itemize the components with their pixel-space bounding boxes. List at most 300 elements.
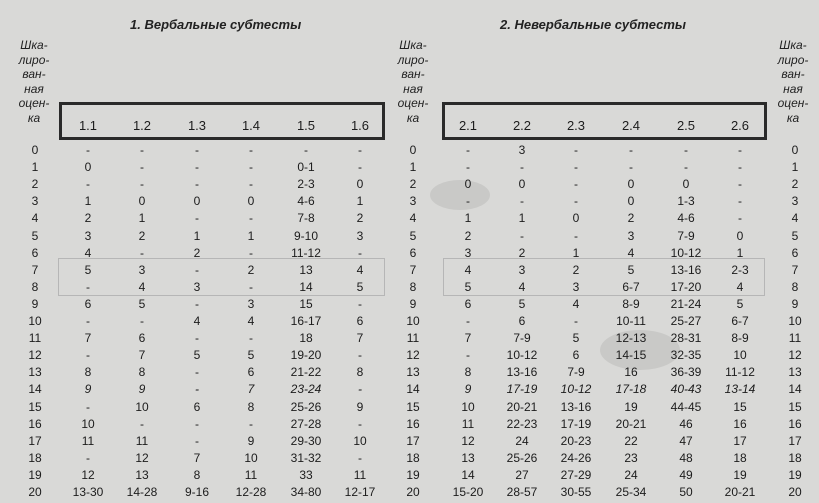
verbal-raw-score-cell: 14 <box>299 279 313 294</box>
verbal-raw-score-cell: 0 <box>247 194 255 209</box>
nonverbal-raw-score-cell: 7 <box>464 331 472 346</box>
nonverbal-raw-score-cell: 28-31 <box>670 331 702 346</box>
verbal-raw-score-cell: 2 <box>356 211 364 226</box>
verbal-raw-score-cell: - <box>140 143 144 157</box>
verbal-raw-score-cell: 6 <box>84 296 92 311</box>
subtest-code: 1.1 <box>78 118 98 133</box>
verbal-raw-score-cell: 7 <box>84 331 92 346</box>
subtest-code: 2.2 <box>512 118 532 133</box>
scaled-score-cell: 7 <box>31 262 39 277</box>
subtest-code: 1.6 <box>350 118 370 133</box>
nonverbal-raw-score-cell: 44-45 <box>670 399 702 414</box>
scaled-score-cell: 1 <box>409 160 417 175</box>
verbal-raw-score-cell: 21-22 <box>290 365 322 380</box>
scale-label-line: ная <box>24 81 44 96</box>
nonverbal-raw-score-cell: 15-20 <box>452 485 484 499</box>
nonverbal-raw-score-cell: 48 <box>679 450 693 465</box>
scaled-score-cell: 2 <box>791 177 799 192</box>
scaled-score-cell: 9 <box>791 296 799 311</box>
verbal-raw-score-cell: 9 <box>356 399 364 414</box>
nonverbal-raw-score-cell: 2 <box>518 245 526 260</box>
scale-label-line: Шка- <box>399 38 427 52</box>
verbal-raw-score-cell: - <box>86 143 90 157</box>
scale-label-line: ная <box>783 81 803 96</box>
nonverbal-raw-score-cell: 6-7 <box>731 314 749 328</box>
verbal-raw-score-cell: 9 <box>84 382 92 397</box>
verbal-raw-score-cell: 0-1 <box>297 160 315 175</box>
verbal-raw-score-cell: 12 <box>81 467 95 482</box>
nonverbal-raw-score-cell: 10-12 <box>670 245 702 260</box>
nonverbal-raw-score-cell: 22 <box>624 433 638 448</box>
nonverbal-raw-score-cell: - <box>520 194 524 209</box>
nonverbal-raw-score-cell: 24 <box>624 467 638 482</box>
verbal-raw-score-cell: 11 <box>353 467 367 482</box>
nonverbal-raw-score-cell: - <box>466 143 470 157</box>
verbal-raw-score-cell: 6 <box>193 399 201 414</box>
verbal-raw-score-cell: 10 <box>135 399 149 414</box>
verbal-raw-score-cell: 12 <box>135 450 149 465</box>
verbal-raw-score-cell: - <box>358 160 362 175</box>
verbal-raw-score-cell: 1 <box>247 228 255 243</box>
scaled-score-cell: 10 <box>788 314 802 328</box>
nonverbal-raw-score-cell: 8-9 <box>622 296 640 311</box>
scaled-score-cell: 14 <box>28 382 42 397</box>
nonverbal-raw-score-cell: 7-9 <box>567 365 585 380</box>
verbal-raw-score-cell: - <box>86 279 90 294</box>
subtest-code: 1.2 <box>132 118 152 133</box>
nonverbal-raw-score-cell: 5 <box>736 296 744 311</box>
nonverbal-header-box <box>442 102 767 140</box>
verbal-raw-score-cell: - <box>195 296 199 311</box>
nonverbal-raw-score-cell: 13-16 <box>670 262 702 277</box>
verbal-raw-score-cell: 8 <box>138 365 146 380</box>
verbal-raw-score-cell: - <box>249 143 253 157</box>
nonverbal-raw-score-cell: - <box>574 314 578 328</box>
verbal-raw-score-cell: - <box>249 211 253 226</box>
scaled-score-cell: 1 <box>31 160 39 175</box>
nonverbal-raw-score-cell: 15 <box>733 399 747 414</box>
scale-label-line: лиро- <box>18 52 50 67</box>
scale-label-line: лиро- <box>397 52 429 67</box>
scaled-score-cell: 3 <box>31 194 39 209</box>
nonverbal-raw-score-cell: 17-19 <box>560 416 592 431</box>
scaled-score-cell: 8 <box>31 279 39 294</box>
nonverbal-raw-score-cell: 16 <box>733 416 747 431</box>
nonverbal-raw-score-cell: 47 <box>679 433 693 448</box>
verbal-raw-score-cell: 33 <box>299 467 313 482</box>
subtest-code: 2.5 <box>676 118 696 133</box>
verbal-raw-score-cell: 0 <box>356 177 364 192</box>
verbal-raw-score-cell: - <box>195 416 199 431</box>
nonverbal-raw-score-cell: 25-34 <box>615 485 647 499</box>
nonverbal-raw-score-cell: - <box>738 177 742 192</box>
verbal-raw-score-cell: 4 <box>84 245 92 260</box>
verbal-raw-score-cell: - <box>249 416 253 431</box>
nonverbal-raw-score-cell: 2 <box>627 211 635 226</box>
nonverbal-raw-score-cell: 13 <box>461 450 475 465</box>
scale-label-line: ван- <box>401 67 425 81</box>
nonverbal-raw-score-cell: 1 <box>464 211 472 226</box>
scale-label-line: оцен- <box>777 96 809 110</box>
nonverbal-raw-score-cell: 32-35 <box>670 348 702 363</box>
verbal-raw-score-cell: 13 <box>299 262 313 277</box>
scaled-score-cell: 7 <box>791 262 799 277</box>
nonverbal-raw-score-cell: 2-3 <box>731 262 749 277</box>
nonverbal-raw-score-cell: - <box>574 143 578 157</box>
nonverbal-raw-score-cell: 10-11 <box>616 314 646 328</box>
verbal-raw-score-cell: - <box>140 314 144 328</box>
scaled-score-cell: 18 <box>28 450 42 465</box>
nonverbal-raw-score-cell: 24 <box>515 433 529 448</box>
nonverbal-raw-score-cell: - <box>520 160 524 175</box>
nonverbal-raw-score-cell: - <box>466 194 470 209</box>
verbal-raw-score-cell: - <box>249 177 253 192</box>
verbal-raw-score-cell: 25-26 <box>290 399 322 414</box>
nonverbal-raw-score-cell: 22-23 <box>506 416 538 431</box>
subtest-code: 1.4 <box>241 118 261 133</box>
verbal-raw-score-cell: - <box>195 331 199 346</box>
verbal-raw-score-cell: 31-32 <box>290 450 322 465</box>
nonverbal-raw-score-cell: 10 <box>461 399 475 414</box>
scaled-score-cell: 6 <box>31 245 39 260</box>
verbal-raw-score-cell: 5 <box>247 348 255 363</box>
verbal-raw-score-cell: 13 <box>135 467 149 482</box>
subtest-code: 1.3 <box>187 118 207 133</box>
verbal-raw-score-cell: 4 <box>356 262 364 277</box>
scale-label-right <box>768 38 818 125</box>
verbal-raw-score-cell: 3 <box>193 279 201 294</box>
verbal-raw-score-cell: - <box>358 348 362 363</box>
verbal-raw-score-cell: - <box>195 433 199 448</box>
verbal-raw-score-cell: - <box>358 382 362 397</box>
scaled-score-cell: 15 <box>788 399 802 414</box>
scaled-score-cell: 5 <box>31 228 39 243</box>
nonverbal-raw-score-cell: 40-43 <box>670 382 702 397</box>
verbal-raw-score-cell: 0 <box>84 160 92 175</box>
verbal-raw-score-cell: - <box>140 416 144 431</box>
verbal-raw-score-cell: 3 <box>247 296 255 311</box>
scaled-score-cell: 6 <box>791 245 799 260</box>
scaled-score-cell: 11 <box>28 331 42 346</box>
scaled-score-cell: 10 <box>28 314 42 328</box>
scaled-score-cell: 20 <box>28 485 42 499</box>
verbal-raw-score-cell: 13-30 <box>72 485 104 499</box>
verbal-raw-score-cell: 14-28 <box>126 485 158 499</box>
nonverbal-raw-score-cell: 27-29 <box>560 467 592 482</box>
verbal-raw-score-cell: - <box>195 211 199 226</box>
verbal-raw-score-cell: 12-28 <box>235 485 267 499</box>
nonverbal-raw-score-cell: 5 <box>627 262 635 277</box>
nonverbal-raw-score-cell: 25-26 <box>506 450 538 465</box>
scaled-score-cell: 13 <box>788 365 802 380</box>
nonverbal-raw-score-cell: 6 <box>518 314 526 328</box>
nonverbal-raw-score-cell: 3 <box>627 228 635 243</box>
scaled-score-cell: 11 <box>788 331 802 346</box>
nonverbal-raw-score-cell: 10-12 <box>506 348 538 363</box>
nonverbal-raw-score-cell: 0 <box>627 194 635 209</box>
verbal-raw-score-cell: 11 <box>81 433 95 448</box>
nonverbal-raw-score-cell: 9 <box>464 382 472 397</box>
nonverbal-raw-score-cell: 6-7 <box>622 279 640 294</box>
scaled-score-cell: 6 <box>409 245 417 260</box>
scale-label-line: оцен- <box>18 96 50 110</box>
verbal-raw-score-cell: 4-6 <box>297 194 315 209</box>
nonverbal-raw-score-cell: 12-13 <box>615 331 647 346</box>
nonverbal-raw-score-cell: 18 <box>733 450 747 465</box>
verbal-raw-score-cell: 2 <box>193 245 201 260</box>
scaled-score-cell: 14 <box>406 382 420 397</box>
scaled-score-cell: 9 <box>409 296 417 311</box>
scaled-score-cell: 18 <box>788 450 802 465</box>
nonverbal-raw-score-cell: 7-9 <box>513 331 531 346</box>
verbal-raw-score-cell: 0 <box>193 194 201 209</box>
subtest-code: 2.6 <box>730 118 750 133</box>
subtest-code: 1.5 <box>296 118 316 133</box>
verbal-raw-score-cell: - <box>86 399 90 414</box>
verbal-raw-score-cell: - <box>249 331 253 346</box>
scaled-score-cell: 12 <box>406 348 420 363</box>
verbal-raw-score-cell: 8 <box>193 467 201 482</box>
verbal-raw-score-cell: 5 <box>193 348 201 363</box>
verbal-raw-score-cell: - <box>249 279 253 294</box>
nonverbal-raw-score-cell: 5 <box>518 296 526 311</box>
verbal-raw-score-cell: 8 <box>247 399 255 414</box>
verbal-raw-score-cell: 2-3 <box>297 177 315 192</box>
nonverbal-raw-score-cell: 11-12 <box>725 365 755 380</box>
scale-label-line: ван- <box>22 67 46 81</box>
verbal-raw-score-cell: 0 <box>138 194 146 209</box>
scaled-score-cell: 17 <box>788 433 802 448</box>
verbal-raw-score-cell: 8 <box>356 365 364 380</box>
verbal-raw-score-cell: - <box>358 416 362 431</box>
nonverbal-raw-score-cell: 2 <box>464 228 472 243</box>
scaled-score-cell: 9 <box>31 296 39 311</box>
scale-label-left <box>9 38 59 125</box>
nonverbal-raw-score-cell: - <box>738 194 742 209</box>
verbal-raw-score-cell: 7-8 <box>297 211 315 226</box>
nonverbal-raw-score-cell: 3 <box>572 279 580 294</box>
verbal-raw-score-cell: 4 <box>247 314 255 328</box>
scaled-score-cell: 12 <box>788 348 802 363</box>
nonverbal-raw-score-cell: 12 <box>461 433 475 448</box>
nonverbal-raw-score-cell: 20-23 <box>560 433 592 448</box>
scale-label-line: ка <box>27 110 41 125</box>
scaled-score-cell: 16 <box>788 416 802 431</box>
nonverbal-raw-score-cell: 49 <box>679 467 693 482</box>
scale-label-line: ван- <box>781 67 805 81</box>
nonverbal-raw-score-cell: 46 <box>679 416 693 431</box>
nonverbal-raw-score-cell: 6 <box>572 348 580 363</box>
nonverbal-raw-score-cell: 20-21 <box>615 416 647 431</box>
nonverbal-raw-score-cell: 1 <box>572 245 580 260</box>
scaled-score-cell: 20 <box>788 485 802 499</box>
verbal-raw-score-cell: 3 <box>138 262 146 277</box>
verbal-raw-score-cell: 9 <box>138 382 146 397</box>
nonverbal-raw-score-cell: - <box>574 160 578 175</box>
nonverbal-raw-score-cell: 28-57 <box>506 485 538 499</box>
nonverbal-raw-score-cell: 11 <box>461 416 475 431</box>
verbal-raw-score-cell: 10 <box>244 450 258 465</box>
nonverbal-raw-score-cell: 4 <box>518 279 526 294</box>
verbal-raw-score-cell: - <box>86 314 90 328</box>
nonverbal-raw-score-cell: 10 <box>733 348 747 363</box>
nonverbal-raw-score-cell: 0 <box>627 177 635 192</box>
nonverbal-raw-score-cell: 27 <box>515 467 529 482</box>
scaled-score-cell: 8 <box>791 279 799 294</box>
nonverbal-raw-score-cell: - <box>684 160 688 175</box>
verbal-raw-score-cell: - <box>358 296 362 311</box>
verbal-raw-score-cell: - <box>195 160 199 175</box>
scale-label-line: лиро- <box>777 52 809 67</box>
nonverbal-raw-score-cell: 0 <box>464 177 472 192</box>
nonverbal-raw-score-cell: 5 <box>572 331 580 346</box>
nonverbal-raw-score-cell: - <box>520 228 524 243</box>
verbal-raw-score-cell: 5 <box>84 262 92 277</box>
verbal-raw-score-cell: 7 <box>138 348 146 363</box>
verbal-raw-score-cell: 9 <box>247 433 255 448</box>
nonverbal-raw-score-cell: 7-9 <box>677 228 695 243</box>
scaled-score-cell: 19 <box>406 467 420 482</box>
subtest-code: 2.4 <box>621 118 641 133</box>
nonverbal-raw-score-cell: 50 <box>679 485 693 499</box>
scaled-score-cell: 2 <box>31 177 39 192</box>
nonverbal-raw-score-cell: 20-21 <box>724 485 756 499</box>
verbal-raw-score-cell: 6 <box>247 365 255 380</box>
verbal-raw-score-cell: 5 <box>356 279 364 294</box>
scaled-score-cell: 19 <box>28 467 42 482</box>
verbal-raw-score-cell: 1 <box>138 211 146 226</box>
scaled-score-cell: 0 <box>31 143 39 157</box>
verbal-raw-score-cell: 9-16 <box>184 485 210 499</box>
verbal-raw-score-cell: - <box>195 365 199 380</box>
verbal-raw-score-cell: 2 <box>84 211 92 226</box>
nonverbal-raw-score-cell: - <box>574 194 578 209</box>
nonverbal-raw-score-cell: 0 <box>682 177 690 192</box>
scale-label-line: оцен- <box>397 96 429 110</box>
scale-label-middle <box>388 38 438 125</box>
verbal-raw-score-cell: 34-80 <box>290 485 322 499</box>
verbal-raw-score-cell: 23-24 <box>290 382 322 397</box>
scaled-score-cell: 5 <box>791 228 799 243</box>
verbal-raw-score-cell: 2 <box>247 262 255 277</box>
nonverbal-raw-score-cell: 0 <box>572 211 580 226</box>
verbal-raw-score-cell: 18 <box>299 331 313 346</box>
nonverbal-raw-score-cell: 10-12 <box>560 382 592 397</box>
nonverbal-raw-score-cell: 13-16 <box>560 399 592 414</box>
verbal-raw-score-cell: 27-28 <box>290 416 322 431</box>
scaled-score-cell: 17 <box>28 433 42 448</box>
verbal-raw-score-cell: 1 <box>84 194 92 209</box>
scaled-score-cell: 16 <box>406 416 420 431</box>
nonverbal-raw-score-cell: 30-55 <box>560 485 592 499</box>
nonverbal-raw-score-cell: - <box>738 143 742 157</box>
nonverbal-raw-score-cell: 13-14 <box>724 382 756 397</box>
scaled-score-cell: 15 <box>28 399 42 414</box>
verbal-raw-score-cell: 11 <box>244 467 258 482</box>
scaled-score-cell: 14 <box>788 382 802 397</box>
scaled-score-cell: 11 <box>406 331 420 346</box>
verbal-raw-score-cell: - <box>304 143 308 157</box>
nonverbal-raw-score-cell: 24-26 <box>560 450 592 465</box>
scaled-score-cell: 5 <box>409 228 417 243</box>
nonverbal-raw-score-cell: 8 <box>464 365 472 380</box>
nonverbal-raw-score-cell: 25-27 <box>670 314 702 328</box>
scaled-score-cell: 10 <box>406 314 420 328</box>
nonverbal-raw-score-cell: 14 <box>461 467 475 482</box>
nonverbal-raw-score-cell: 5 <box>464 279 472 294</box>
verbal-section-title: 1. Вербальные субтесты <box>130 17 302 32</box>
nonverbal-raw-score-cell: 17-19 <box>506 382 538 397</box>
verbal-raw-score-cell: 11-12 <box>291 245 321 260</box>
verbal-raw-score-cell: 29-30 <box>290 433 322 448</box>
verbal-raw-score-cell: - <box>249 160 253 175</box>
scaled-score-cell: 13 <box>28 365 42 380</box>
scale-label-line: Шка- <box>20 38 48 52</box>
scale-label-line: ка <box>786 110 800 125</box>
scaled-score-cell: 4 <box>791 211 799 226</box>
nonverbal-raw-score-cell: 6 <box>464 296 472 311</box>
nonverbal-raw-score-cell: - <box>684 143 688 157</box>
verbal-raw-score-cell: 4 <box>193 314 201 328</box>
nonverbal-raw-score-cell: - <box>466 160 470 175</box>
nonverbal-raw-score-cell: - <box>629 160 633 175</box>
nonverbal-raw-score-cell: 19 <box>733 467 747 482</box>
verbal-raw-score-cell: - <box>358 450 362 465</box>
scaled-score-cell: 12 <box>28 348 42 363</box>
scaled-score-cell: 18 <box>406 450 420 465</box>
verbal-raw-score-cell: 3 <box>356 228 364 243</box>
verbal-raw-score-cell: 7 <box>356 331 364 346</box>
nonverbal-raw-score-cell: 21-24 <box>670 296 702 311</box>
verbal-raw-score-cell: - <box>140 160 144 175</box>
scaled-score-cell: 1 <box>791 160 799 175</box>
scaled-score-cell: 3 <box>791 194 799 209</box>
nonverbal-raw-score-cell: - <box>629 143 633 157</box>
verbal-raw-score-cell: 2 <box>138 228 146 243</box>
scaled-score-cell: 19 <box>788 467 802 482</box>
scaled-score-cell: 2 <box>409 177 417 192</box>
nonverbal-raw-score-cell: 0 <box>736 228 744 243</box>
nonverbal-raw-score-cell: 3 <box>464 245 472 260</box>
verbal-raw-score-cell: 9-10 <box>293 228 319 243</box>
verbal-raw-score-cell: 5 <box>138 296 146 311</box>
nonverbal-raw-score-cell: 17-20 <box>670 279 702 294</box>
verbal-raw-score-cell: 11 <box>135 433 149 448</box>
verbal-raw-score-cell: 3 <box>84 228 92 243</box>
scaled-score-cell: 4 <box>409 211 417 226</box>
nonverbal-raw-score-cell: 19 <box>624 399 638 414</box>
verbal-raw-score-cell: 1 <box>356 194 364 209</box>
verbal-raw-score-cell: - <box>86 177 90 192</box>
verbal-raw-score-cell: - <box>86 450 90 465</box>
scaled-score-cell: 17 <box>406 433 420 448</box>
verbal-raw-score-cell: 7 <box>247 382 255 397</box>
verbal-raw-score-cell: - <box>358 245 362 260</box>
nonverbal-raw-score-cell: 4 <box>627 245 635 260</box>
verbal-raw-score-cell: - <box>249 245 253 260</box>
nonverbal-raw-score-cell: - <box>466 348 470 363</box>
verbal-raw-score-cell: 10 <box>81 416 95 431</box>
verbal-raw-score-cell: 7 <box>193 450 201 465</box>
nonverbal-raw-score-cell: 2 <box>572 262 580 277</box>
nonverbal-raw-score-cell: 0 <box>518 177 526 192</box>
nonverbal-section-title: 2. Невербальные субтесты <box>500 17 686 32</box>
verbal-raw-score-cell: 1 <box>193 228 201 243</box>
subtest-code: 2.3 <box>566 118 586 133</box>
nonverbal-raw-score-cell: 23 <box>624 450 638 465</box>
nonverbal-raw-score-cell: - <box>574 228 578 243</box>
nonverbal-raw-score-cell: 16 <box>624 365 638 380</box>
